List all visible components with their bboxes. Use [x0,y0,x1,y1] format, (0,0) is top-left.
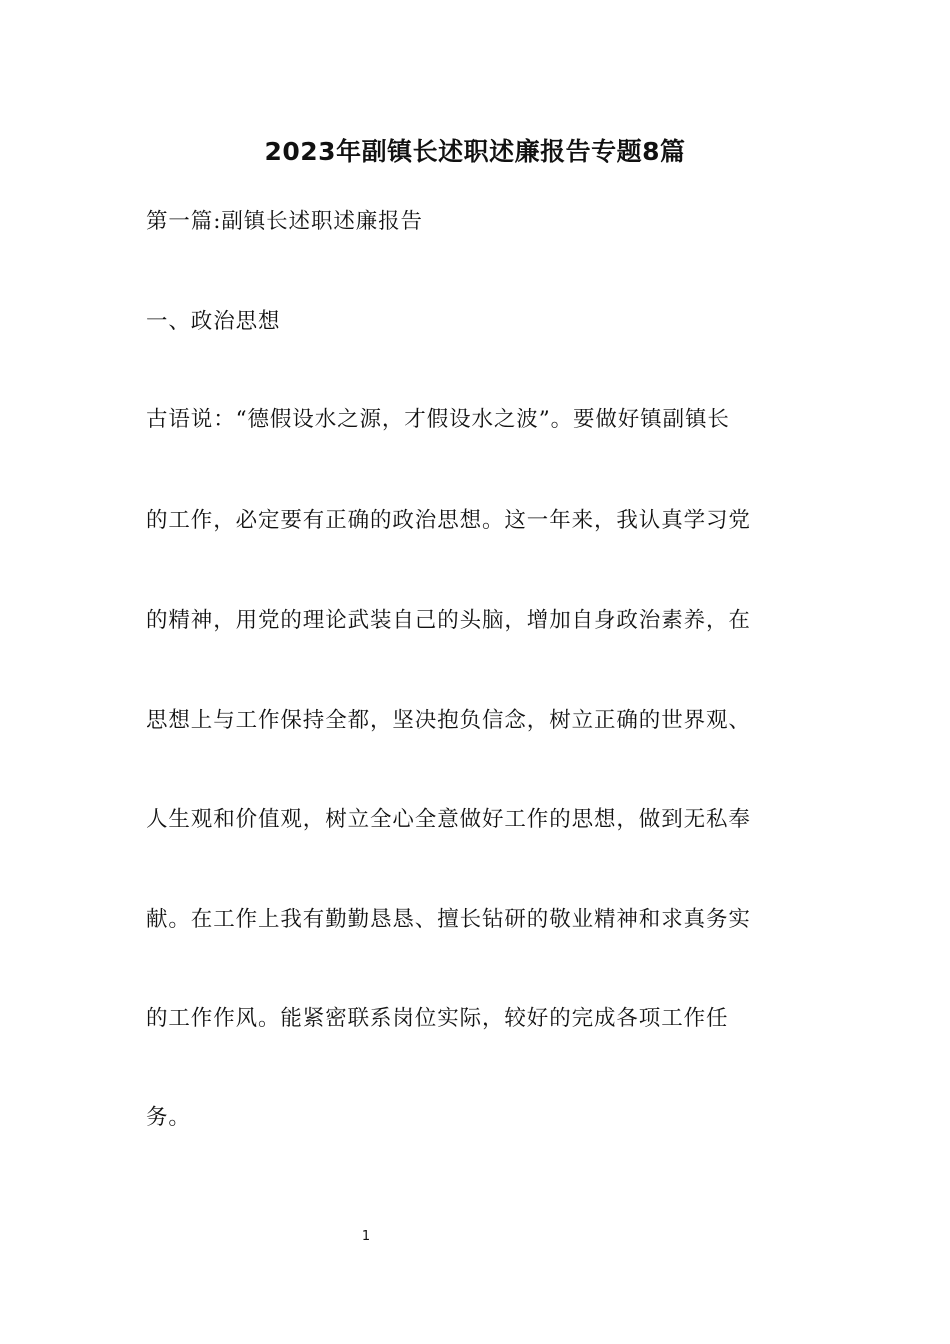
paragraph-line: 的精神，用党的理论武装自己的头脑，增加自身政治素养，在 [146,608,751,633]
section-subtitle: 第一篇:副镇长述职述廉报告 [146,209,423,234]
paragraph-line: 务。 [146,1105,191,1130]
page-number: 1 [361,1229,371,1244]
section-heading: 一、政治思想 [146,309,281,334]
paragraph-line: 思想上与工作保持全都，坚决抱负信念，树立正确的世界观、 [146,708,751,733]
document-title: 2023年副镇长述职述廉报告专题8篇 [264,137,686,166]
paragraph-line: 古语说：“德假设水之源，才假设水之波”。要做好镇副镇长 [146,407,730,432]
paragraph-line: 的工作作风。能紧密联系岗位实际，较好的完成各项工作任 [146,1006,729,1031]
paragraph-line: 献。在工作上我有勤勤恳恳、擅长钻研的敬业精神和求真务实 [146,907,751,932]
paragraph-line: 的工作，必定要有正确的政治思想。这一年来，我认真学习党 [146,508,751,533]
paragraph-line: 人生观和价值观，树立全心全意做好工作的思想，做到无私奉 [146,807,751,832]
